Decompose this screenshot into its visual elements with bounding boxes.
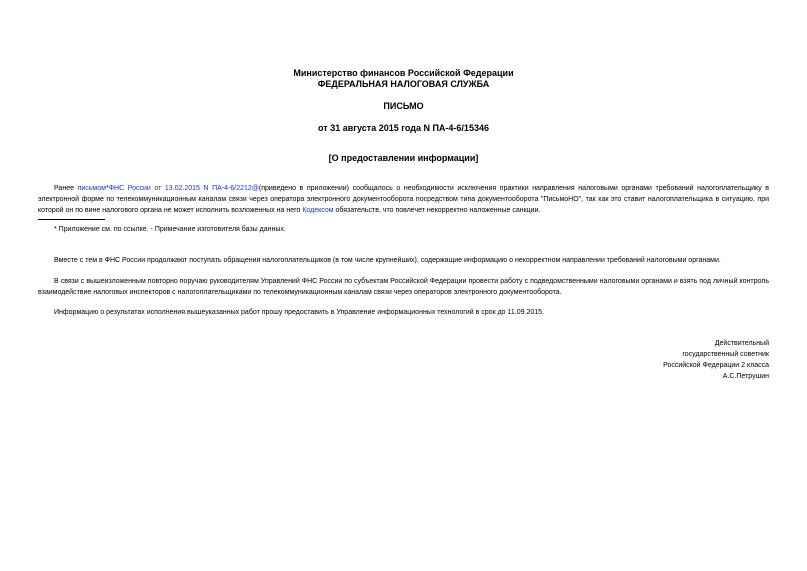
paragraph-3-text: В связи с вышеизложенным повторно поручаю руководителям Управлений ФНС России по субъектам Российской Федерации провести работу с подведомственными налоговыми органами и взять под личный контроль взаимодействие налоговых инспекторов с налогоплательщиками по телекоммуникационным каналам связи через операторов электронного документооборота. — [38, 278, 769, 296]
signatory-name: А.С.Петрушин — [722, 373, 769, 380]
date-number-heading: от 31 августа 2015 года N ПА-4-6/15346 — [318, 123, 489, 133]
service-heading: ФЕДЕРАЛЬНАЯ НАЛОГОВАЯ СЛУЖБА — [317, 79, 490, 89]
signature-title-1: Действительный — [714, 340, 769, 347]
paragraph-4 — [38, 307, 769, 318]
letter-reference-link[interactable]: ФНС России от 13.02.2015 N ПА-4-6/2212@ — [108, 185, 259, 192]
paragraph-1-end: обязательств, что повлечет некорректно наложенные санкции. — [333, 207, 541, 214]
ministry-heading: Министерство финансов Российской Федерации — [293, 68, 514, 78]
subject-heading: [О предоставлении информации] — [328, 153, 479, 163]
footnote-divider — [38, 219, 105, 220]
paragraph-4-text: Информацию о результатах исполнения вышеуказанных работ прошу предоставить в Управление информационных технологий в срок до 11.09.2015. — [54, 309, 544, 316]
signature-title-2: государственный советник — [682, 351, 769, 358]
paragraph-2-text: Вместе с тем в ФНС России продолжают поступать обращения налогоплательщиков (в том числе крупнейших), содержащие информацию о некорректном направлении требований налоговыми органами. — [54, 257, 721, 264]
footnote-text: * Приложение см. по ссылке. - Примечание изготовителя базы данных. — [54, 226, 286, 233]
paragraph-1 — [38, 183, 769, 216]
signature-block — [663, 338, 769, 382]
document-type-heading: ПИСЬМО — [383, 101, 424, 111]
footnote-marker: * — [105, 185, 109, 192]
code-link[interactable]: Кодексом — [302, 207, 334, 214]
signature-title-3: Российской Федерации 2 класса — [663, 362, 769, 369]
paragraph-3 — [38, 276, 769, 298]
letter-link[interactable]: письмом — [77, 185, 106, 192]
paragraph-1-middle: (приведено в приложении) сообщалось о необходимости исключения практики направления налоговыми органами требований налогоплательщику в электронной форме по телекоммуникационным каналам связи через оператора электронного документооборота посредством типа документооборота "ПисьмоНО", так как это ставит налогоплательщика в ситуацию, при которой он по вине налогового органа не может исполнить возложенных на него — [38, 185, 769, 214]
paragraph-2 — [38, 255, 769, 266]
paragraph-1-start: Ранее — [54, 185, 78, 192]
